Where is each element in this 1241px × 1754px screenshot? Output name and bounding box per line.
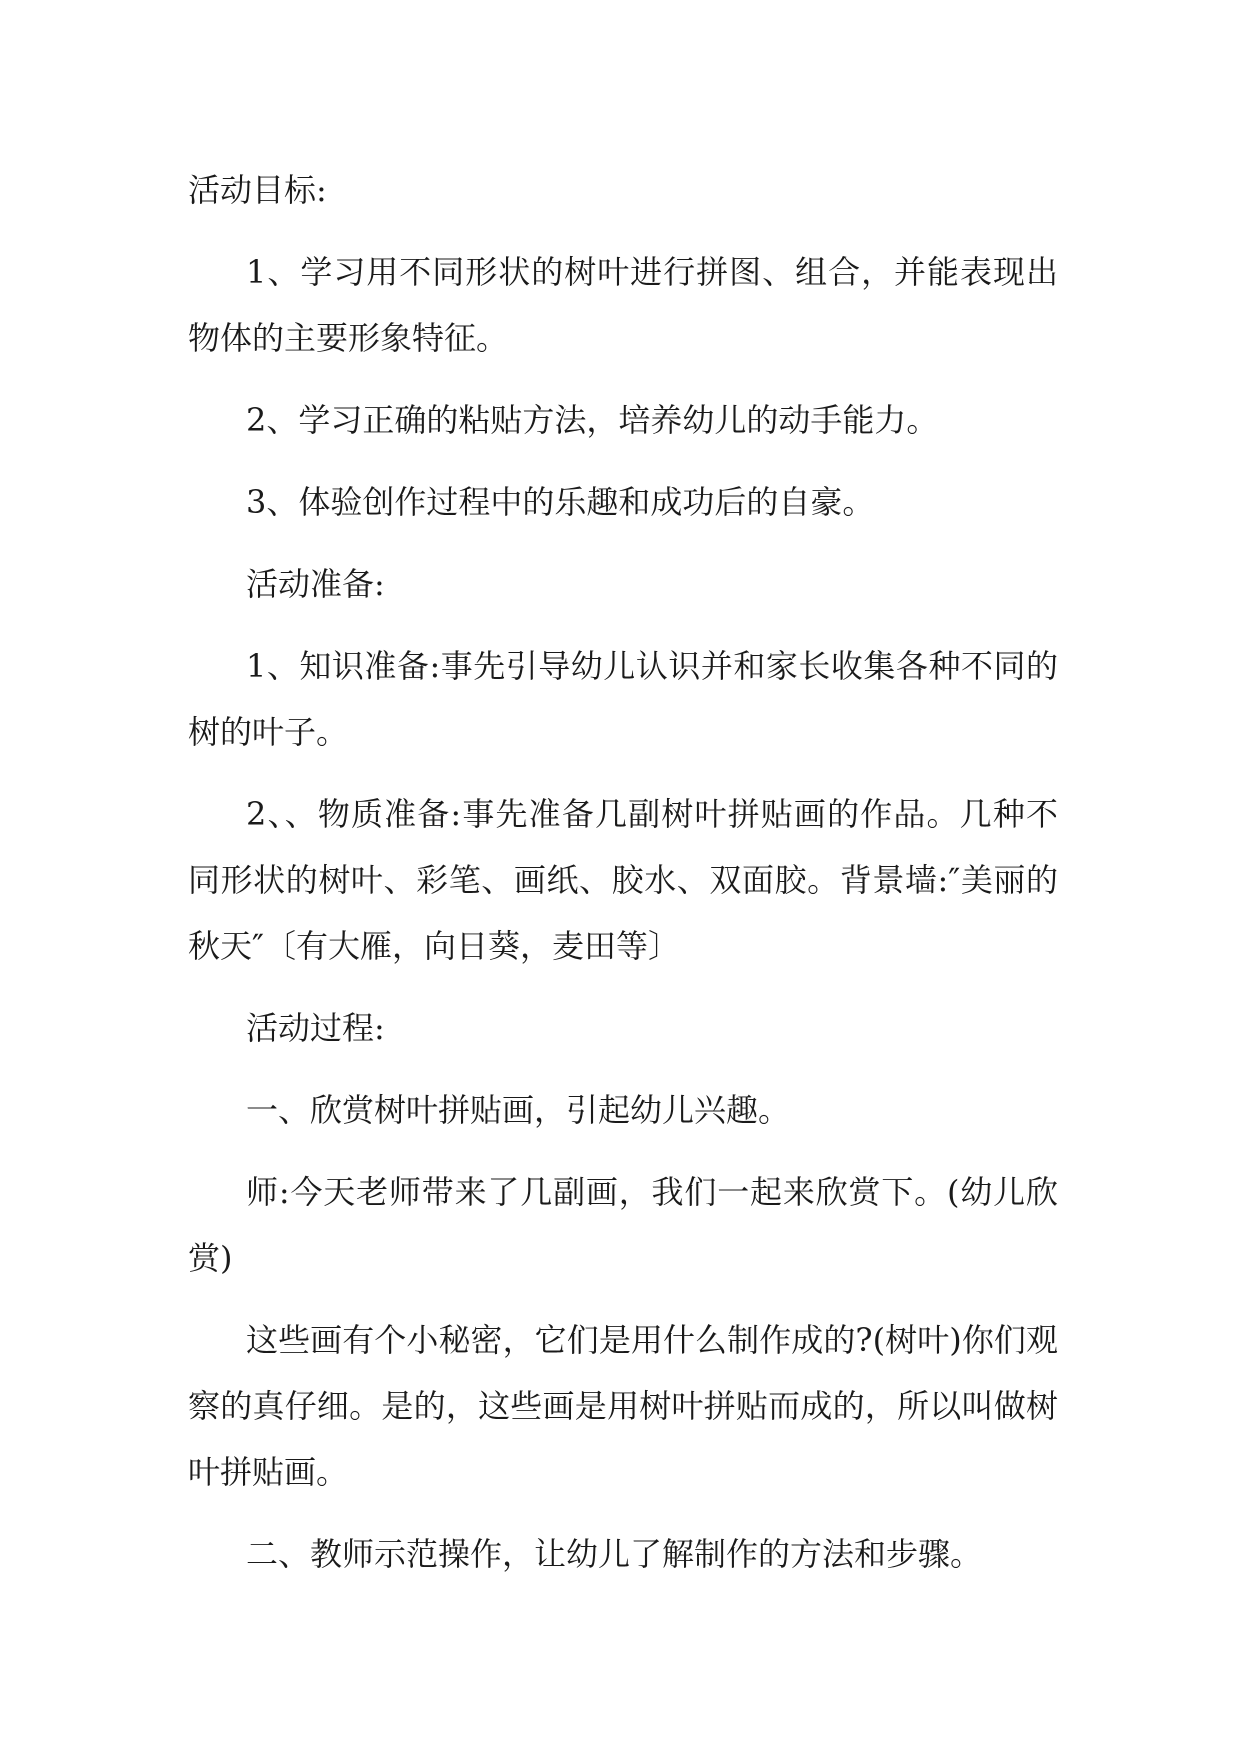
heading-activity-process: 活动过程: — [246, 1009, 385, 1047]
heading-activity-goals: 活动目标: — [188, 171, 327, 209]
document-body — [188, 157, 1058, 1603]
goal-item-3: 3、体验创作过程中的乐趣和成功后的自豪。 — [246, 483, 875, 521]
teacher-dialogue: 师:今天老师带来了几副画，我们一起来欣赏下。(幼儿欣赏) — [188, 1173, 1058, 1277]
preparation-item-1: 1、知识准备:事先引导幼儿认识并和家长收集各种不同的树的叶子。 — [188, 647, 1058, 751]
explanation-paragraph: 这些画有个小秘密，它们是用什么制作成的?(树叶)你们观察的真仔细。是的，这些画是用树叶拼贴而成的，所以叫做树叶拼贴画。 — [188, 1321, 1058, 1491]
heading-activity-preparation: 活动准备: — [246, 565, 385, 603]
process-step-1: 一、欣赏树叶拼贴画，引起幼儿兴趣。 — [246, 1091, 791, 1129]
preparation-item-2: 2、、物质准备:事先准备几副树叶拼贴画的作品。几种不同形状的树叶、彩笔、画纸、胶水、双面胶。背景墙:″美丽的秋天″〔有大雁，向日葵，麦田等〕 — [188, 795, 1058, 965]
process-step-2: 二、教师示范操作，让幼儿了解制作的方法和步骤。 — [246, 1535, 983, 1573]
goal-item-2: 2、学习正确的粘贴方法，培养幼儿的动手能力。 — [246, 401, 939, 439]
goal-item-1: 1、学习用不同形状的树叶进行拼图、组合，并能表现出物体的主要形象特征。 — [188, 253, 1058, 357]
